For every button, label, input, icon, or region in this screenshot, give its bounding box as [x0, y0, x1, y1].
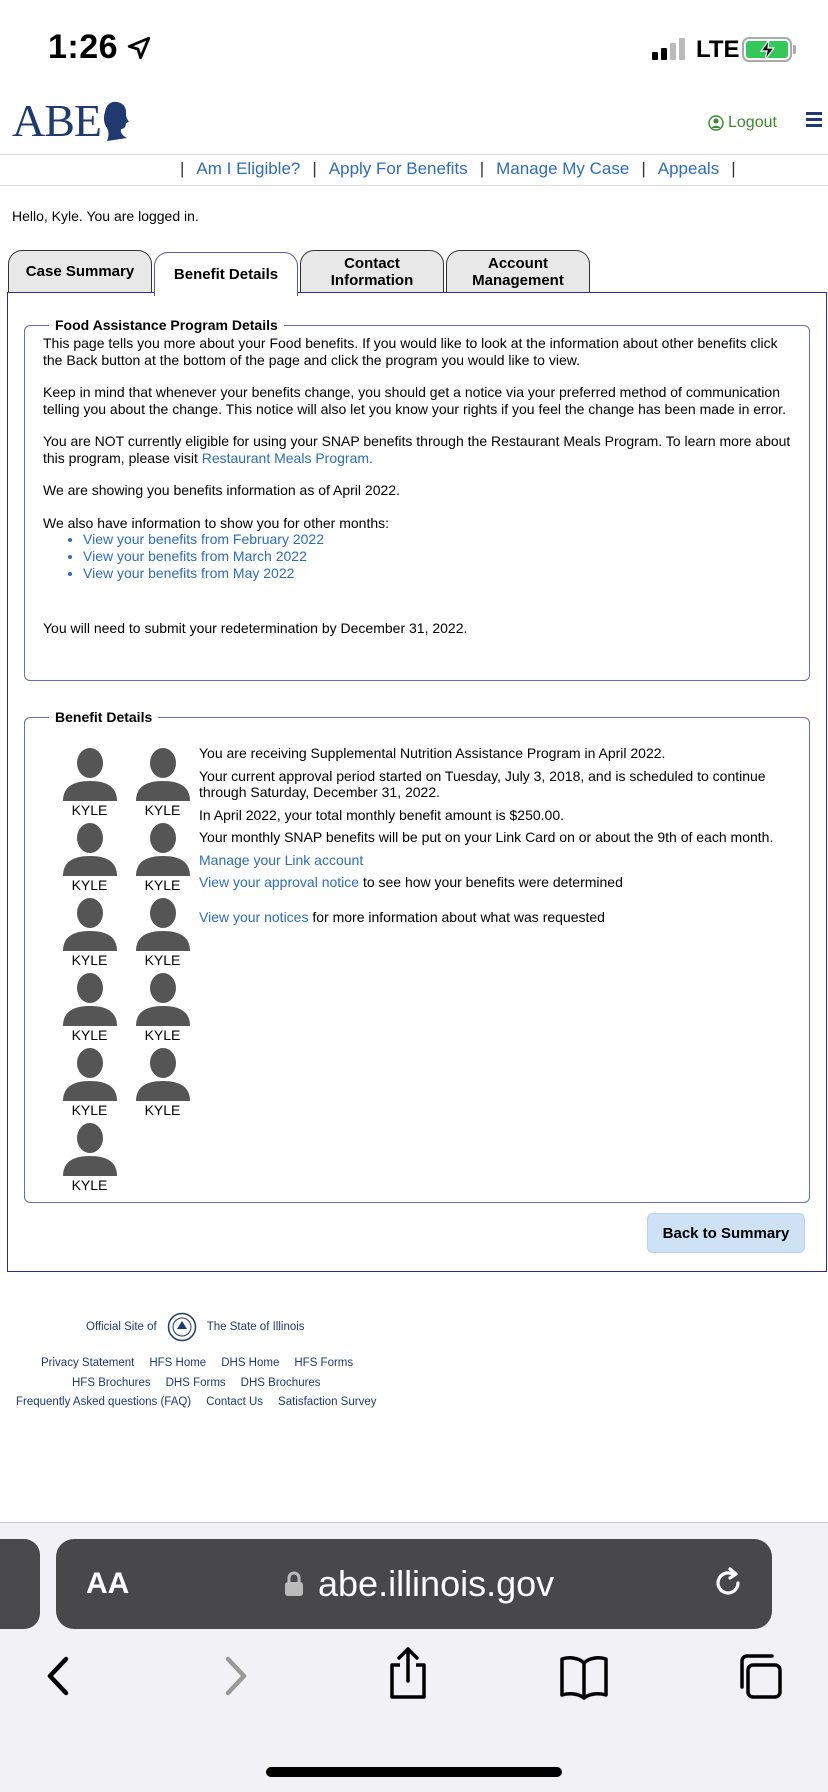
nav-apply-for-benefits[interactable]: Apply For Benefits	[328, 159, 468, 178]
food-assistance-legend: Food Assistance Program Details	[55, 317, 278, 333]
logout-label: Logout	[728, 114, 777, 131]
household-member-name: KYLE	[71, 802, 108, 818]
household-members	[53, 747, 203, 1197]
tabs-icon[interactable]	[734, 1651, 784, 1701]
lincoln-silhouette-icon	[101, 100, 131, 142]
greeting-text: Hello, Kyle. You are logged in.	[12, 208, 199, 224]
nav-manage-my-case[interactable]: Manage My Case	[496, 159, 630, 178]
household-member-name: KYLE	[144, 877, 181, 893]
person-silhouette-icon	[61, 897, 119, 951]
forward-arrow-icon[interactable]	[218, 1651, 254, 1701]
person-silhouette-icon	[134, 1047, 192, 1101]
person-silhouette-icon	[134, 822, 192, 876]
household-member-name: KYLE	[71, 1177, 108, 1193]
battery-tip	[793, 45, 796, 54]
household-member	[53, 1122, 126, 1197]
food-assistance-section	[24, 317, 810, 681]
footer-link[interactable]: Contact Us	[206, 1396, 264, 1408]
illinois-seal-icon	[167, 1312, 197, 1342]
footer-link[interactable]: HFS Forms	[294, 1357, 354, 1369]
nav-separator: |	[479, 159, 485, 178]
household-member-name: KYLE	[144, 1027, 181, 1043]
approval-notice-text: to see how your benefits were determined	[359, 874, 623, 890]
status-time	[48, 28, 152, 67]
nav-am-i-eligible[interactable]: Am I Eligible?	[196, 159, 301, 178]
reader-options-button[interactable]: AA	[86, 1567, 130, 1600]
footer-link[interactable]: HFS Home	[149, 1357, 207, 1369]
benefit-program-text: You are receiving Supplemental Nutrition Assistance Program in April 2022.	[199, 745, 666, 761]
time-text: 1:26	[48, 28, 119, 66]
person-silhouette-icon	[61, 1047, 119, 1101]
footer-link[interactable]: Frequently Asked questions (FAQ)	[16, 1396, 192, 1408]
household-member	[53, 897, 126, 972]
footer-link[interactable]: Satisfaction Survey	[278, 1396, 377, 1408]
address-bar[interactable]	[56, 1539, 772, 1629]
location-arrow-icon	[126, 35, 152, 61]
nav-separator: |	[312, 159, 317, 178]
share-icon[interactable]	[386, 1645, 430, 1701]
tab-account-management[interactable]: Account Management	[446, 250, 590, 292]
official-site	[86, 1312, 305, 1342]
view-notices-link[interactable]: View your notices	[199, 908, 309, 925]
benefit-details-panel	[7, 292, 827, 1272]
nav-separator: |	[180, 159, 185, 178]
back-to-summary-button[interactable]: Back to Summary	[647, 1213, 805, 1253]
footer-link[interactable]: DHS Brochures	[240, 1377, 321, 1389]
browser-bottom-bar	[0, 1522, 828, 1792]
household-member-name: KYLE	[71, 1102, 108, 1118]
as-of-text: We are showing you benefits information as of April 2022.	[43, 482, 400, 498]
restaurant-meals-text	[43, 433, 791, 466]
other-months-list	[83, 531, 791, 582]
household-member	[53, 747, 126, 822]
home-indicator	[266, 1767, 562, 1777]
state-of-illinois-link[interactable]: The State of Illinois	[206, 1321, 305, 1333]
person-silhouette-icon	[134, 897, 192, 951]
previous-tab-peek[interactable]	[0, 1539, 40, 1629]
view-notices-text: for more information about what was requested	[308, 908, 605, 925]
signal-icon	[652, 38, 685, 60]
back-arrow-icon[interactable]	[40, 1651, 76, 1701]
person-silhouette-icon	[134, 747, 192, 801]
benefit-details-legend: Benefit Details	[55, 709, 153, 725]
main-nav	[0, 154, 828, 186]
household-member	[53, 972, 126, 1047]
tab-bar	[8, 250, 590, 296]
app-header	[0, 90, 828, 154]
logo-text: ABE	[12, 95, 101, 146]
status-bar	[0, 0, 828, 96]
footer-link[interactable]: DHS Home	[221, 1357, 280, 1369]
other-months-text: We also have information to show you for other months:	[43, 514, 390, 531]
person-silhouette-icon	[134, 972, 192, 1026]
household-member	[53, 1047, 126, 1122]
manage-link-account-link[interactable]: Manage your Link account	[199, 851, 364, 868]
menu-icon[interactable]	[806, 112, 822, 130]
tab-case-summary[interactable]: Case Summary	[8, 250, 152, 292]
household-member-name: KYLE	[144, 952, 181, 968]
footer-link[interactable]: DHS Forms	[165, 1377, 226, 1389]
official-site-label: Official Site of	[86, 1321, 157, 1333]
nav-appeals[interactable]: Appeals	[657, 159, 720, 178]
month-link-march[interactable]: • View your benefits from March 2022	[83, 548, 791, 565]
household-member	[126, 897, 199, 972]
household-member	[126, 972, 199, 1047]
nav-separator: |	[641, 159, 646, 178]
household-member-name: KYLE	[71, 952, 108, 968]
food-notice-text: Keep in mind that whenever your benefits change, you should get a notice via your preferred method of communication telling you about the change. This notice will also let you know your rights if you feel the change has been made in error.	[43, 384, 786, 417]
benefit-amount-text: In April 2022, your total monthly benefit amount is $250.00.	[199, 806, 565, 823]
redetermination-text: You will need to submit your redetermination by December 31, 2022.	[43, 620, 468, 636]
abe-logo[interactable]	[12, 94, 131, 147]
household-member-name: KYLE	[71, 877, 108, 893]
household-member	[126, 747, 199, 822]
person-silhouette-icon	[61, 747, 119, 801]
network-type: LTE	[696, 36, 740, 63]
benefit-summary	[199, 745, 799, 931]
household-member-name: KYLE	[144, 1102, 181, 1118]
nav-separator: |	[731, 159, 736, 178]
month-link-may[interactable]: • View your benefits from May 2022	[83, 565, 791, 582]
household-member-name: KYLE	[144, 802, 181, 818]
reload-icon[interactable]	[710, 1565, 746, 1601]
person-silhouette-icon	[61, 822, 119, 876]
household-member	[126, 822, 199, 897]
restaurant-meals-link[interactable]: Restaurant Meals Program.	[201, 449, 373, 466]
url-display[interactable]	[284, 1563, 554, 1605]
approval-period-text: Your current approval period started on Tuesday, July 3, 2018, and is scheduled to continue through Saturday, December 31, 2022.	[199, 767, 766, 800]
user-circle-icon	[708, 115, 724, 131]
person-silhouette-icon	[61, 972, 119, 1026]
benefit-details-section	[24, 709, 810, 1203]
food-intro-text: This page tells you more about your Food benefits. If you would like to look at the information about other benefits click the Back button at the bottom of the page and click the program you would like to view.	[43, 335, 778, 368]
url-text: abe.illinois.gov	[318, 1563, 555, 1604]
link-card-text: Your monthly SNAP benefits will be put on your Link Card on or about the 9th of each month.	[199, 829, 774, 845]
restaurant-meals-sentence: You are NOT currently eligible for using your SNAP benefits through the Restaurant Meals Program. To learn more about this program, please visit	[43, 433, 791, 466]
battery-icon	[742, 37, 792, 62]
approval-notice-link[interactable]: View your approval notice	[199, 874, 360, 890]
bookmarks-icon[interactable]	[558, 1651, 610, 1701]
browser-toolbar	[0, 1651, 828, 1721]
footer-link[interactable]: Privacy Statement	[41, 1357, 135, 1369]
household-member	[126, 1047, 199, 1122]
footer-link[interactable]: HFS Brochures	[72, 1377, 151, 1389]
logout-link[interactable]	[708, 114, 777, 132]
month-link-february[interactable]: • View your benefits from February 2022	[83, 531, 791, 548]
household-member-name: KYLE	[71, 1027, 108, 1043]
tab-contact-information[interactable]: Contact Information	[300, 250, 444, 292]
household-member	[53, 822, 126, 897]
lock-icon	[284, 1571, 304, 1597]
tab-benefit-details[interactable]: Benefit Details	[154, 252, 298, 296]
person-silhouette-icon	[61, 1122, 119, 1176]
